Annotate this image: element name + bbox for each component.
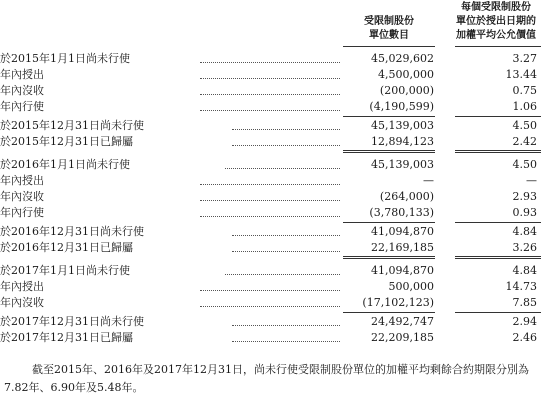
fair-value-cell: 4.84 bbox=[512, 264, 537, 277]
table-row bbox=[0, 51, 550, 67]
table-row bbox=[0, 189, 550, 205]
units-cell: 41,094,870 bbox=[371, 225, 434, 238]
rule-fair-value bbox=[455, 312, 541, 313]
row-label: 於2016年12月31日已歸屬 bbox=[0, 241, 133, 254]
table-row bbox=[0, 279, 550, 295]
units-cell: 24,492,747 bbox=[371, 315, 434, 328]
leader-dots bbox=[200, 94, 340, 95]
row-label: 於2015年1月1日尚未行使 bbox=[0, 52, 130, 65]
row-label: 年內沒收 bbox=[0, 84, 44, 97]
fair-value-cell: 2.46 bbox=[512, 331, 537, 344]
units-cell: 4,500,000 bbox=[378, 68, 434, 81]
fair-value-cell: 3.27 bbox=[512, 52, 537, 65]
units-cell: (264,000) bbox=[379, 190, 434, 203]
units-cell: 22,169,185 bbox=[371, 241, 434, 254]
rule-units bbox=[343, 150, 435, 153]
leader-dots bbox=[200, 78, 340, 79]
header-line: 單位數目 bbox=[369, 30, 409, 41]
rule-units bbox=[343, 312, 435, 313]
header-line: 受限制股份 bbox=[364, 16, 414, 27]
rule-fair-value bbox=[455, 222, 541, 223]
rule-fair-value bbox=[455, 116, 541, 117]
row-label: 於2016年1月1日尚未行使 bbox=[0, 158, 130, 171]
leader-dots bbox=[200, 184, 340, 185]
row-label: 年內沒收 bbox=[0, 296, 44, 309]
rule-units bbox=[343, 256, 435, 259]
row-label: 年內沒收 bbox=[0, 190, 44, 203]
leader-dots bbox=[232, 325, 340, 326]
fair-value-cell: 2.94 bbox=[512, 315, 537, 328]
fair-value-cell: 2.93 bbox=[512, 190, 537, 203]
fair-value-cell: 0.93 bbox=[512, 206, 537, 219]
rule-units bbox=[343, 222, 435, 223]
table-row bbox=[0, 295, 550, 311]
units-cell: (200,000) bbox=[379, 84, 434, 97]
row-label: 於2016年12月31日尚未行使 bbox=[0, 225, 144, 238]
table-row bbox=[0, 99, 550, 115]
restricted-share-units-table bbox=[0, 51, 550, 346]
units-cell: 12,894,123 bbox=[371, 135, 434, 148]
leader-dots bbox=[232, 341, 340, 342]
table-row bbox=[0, 157, 550, 173]
leader-dots bbox=[200, 200, 340, 201]
header-underline-fair-value bbox=[455, 46, 541, 47]
fair-value-cell: 3.26 bbox=[512, 241, 537, 254]
table-row bbox=[0, 240, 550, 256]
table-row bbox=[0, 118, 550, 134]
units-cell: 41,094,870 bbox=[371, 264, 434, 277]
fair-value-cell: 4.84 bbox=[512, 225, 537, 238]
table-row bbox=[0, 314, 550, 330]
leader-dots bbox=[232, 145, 340, 146]
rule-units bbox=[343, 116, 435, 117]
row-label: 於2015年12月31日尚未行使 bbox=[0, 119, 144, 132]
leader-dots bbox=[225, 274, 340, 275]
column-header-units bbox=[343, 15, 435, 43]
row-label: 於2017年12月31日尚未行使 bbox=[0, 315, 144, 328]
header-line: 每個受限制股份 bbox=[461, 2, 531, 13]
fair-value-cell: 4.50 bbox=[512, 119, 537, 132]
header-line: 單位於授出日期的 bbox=[456, 16, 536, 27]
fair-value-cell: 14.73 bbox=[505, 280, 537, 293]
total-double-rule bbox=[0, 150, 550, 154]
row-label: 年內授出 bbox=[0, 68, 44, 81]
fair-value-cell: 13.44 bbox=[505, 68, 537, 81]
rule-fair-value bbox=[455, 150, 541, 153]
fair-value-cell: 1.06 bbox=[512, 100, 537, 113]
units-cell: (4,190,599) bbox=[369, 100, 434, 113]
fair-value-cell: 0.75 bbox=[512, 84, 537, 97]
fair-value-cell: — bbox=[526, 174, 537, 187]
fair-value-cell: 2.42 bbox=[512, 135, 537, 148]
row-label: 年內授出 bbox=[0, 174, 44, 187]
leader-dots bbox=[232, 235, 340, 236]
row-label: 年內授出 bbox=[0, 280, 44, 293]
column-header-fair-value bbox=[445, 1, 547, 43]
header-line: 加權平均公允價值 bbox=[456, 30, 536, 41]
table-row bbox=[0, 205, 550, 221]
units-cell: (17,102,123) bbox=[362, 296, 434, 309]
leader-dots bbox=[200, 216, 340, 217]
leader-dots bbox=[200, 110, 340, 111]
rule-fair-value bbox=[455, 256, 541, 259]
total-double-rule bbox=[0, 256, 550, 260]
leader-dots bbox=[225, 168, 340, 169]
units-cell: 45,139,003 bbox=[371, 158, 434, 171]
leader-dots bbox=[232, 251, 340, 252]
header-underline-units bbox=[343, 46, 435, 47]
fair-value-cell: 4.50 bbox=[512, 158, 537, 171]
units-cell: (3,780,133) bbox=[369, 206, 434, 219]
units-cell: — bbox=[423, 174, 434, 187]
units-cell: 22,209,185 bbox=[371, 331, 434, 344]
leader-dots bbox=[232, 129, 340, 130]
table-row bbox=[0, 83, 550, 99]
table-row bbox=[0, 67, 550, 83]
footnote: 截至2015年、2016年及2017年12月31日，尚未行使受限制股份單位的加權平均剩餘合約期限分別為7.82年、6.90年及5.48年。 bbox=[4, 363, 529, 394]
row-label: 年內行使 bbox=[0, 100, 44, 113]
units-cell: 500,000 bbox=[388, 280, 434, 293]
row-label: 年內行使 bbox=[0, 206, 44, 219]
leader-dots bbox=[200, 62, 340, 63]
table-row bbox=[0, 224, 550, 240]
table-row bbox=[0, 330, 550, 346]
leader-dots bbox=[200, 290, 340, 291]
fair-value-cell: 7.85 bbox=[512, 296, 537, 309]
table-row bbox=[0, 173, 550, 189]
row-label: 於2017年12月31日已歸屬 bbox=[0, 331, 133, 344]
row-label: 於2015年12月31日已歸屬 bbox=[0, 135, 133, 148]
table-row bbox=[0, 134, 550, 150]
leader-dots bbox=[200, 306, 340, 307]
table-row bbox=[0, 263, 550, 279]
units-cell: 45,029,602 bbox=[371, 52, 434, 65]
units-cell: 45,139,003 bbox=[371, 119, 434, 132]
row-label: 於2017年1月1日尚未行使 bbox=[0, 264, 130, 277]
